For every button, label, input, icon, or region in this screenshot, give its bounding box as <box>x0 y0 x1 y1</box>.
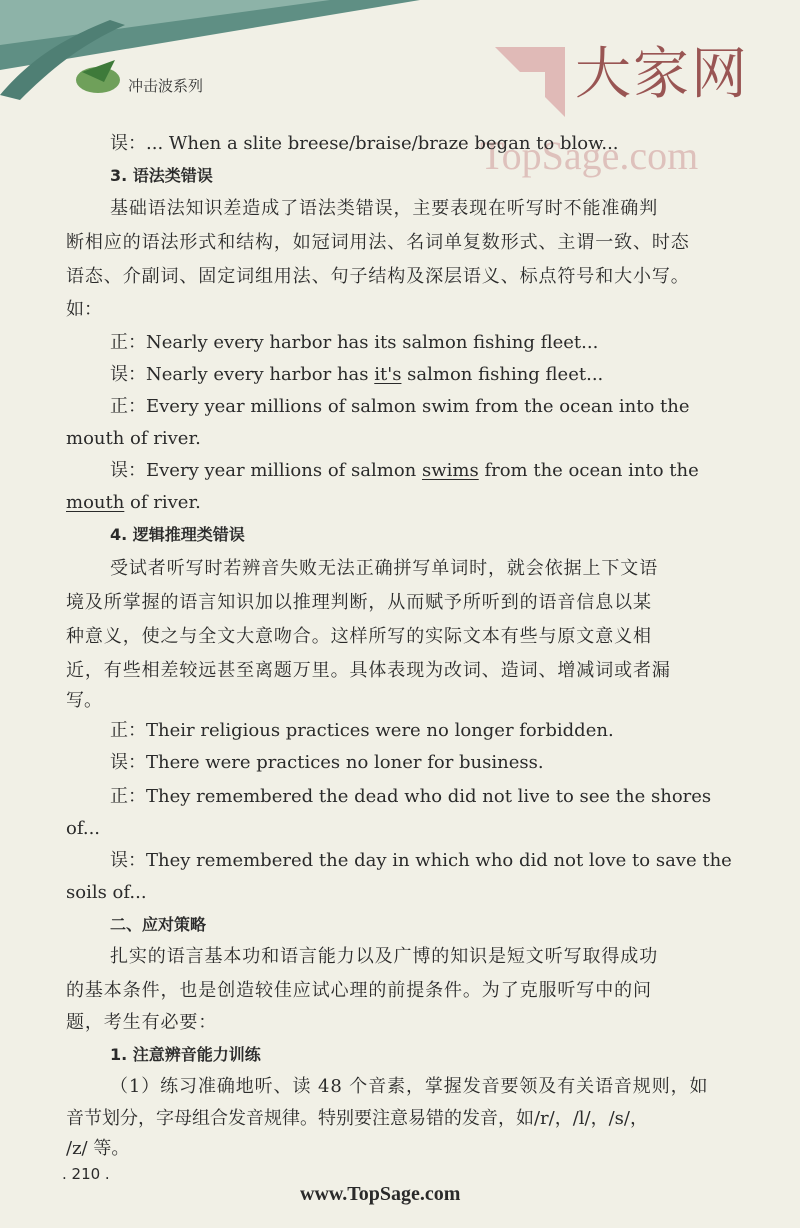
text-line: /z/ 等。 <box>66 1138 130 1159</box>
footer-url: www.TopSage.com <box>300 1183 461 1205</box>
underlined-error: swims <box>422 460 479 481</box>
text-segment: from the ocean into the <box>478 460 699 481</box>
text-line: 境及所掌握的语言知识加以推理判断，从而赋予所听到的语音信息以某 <box>66 592 652 613</box>
text-line: 受试者听写时若辨音失败无法正确拼写单词时，就会依据上下文语 <box>110 558 659 579</box>
text-line <box>110 364 603 386</box>
text-line: 误：There were practices no loner for business. <box>110 752 544 773</box>
text-line: （1）练习准确地听、读 48 个音素，掌握发音要领及有关语音规则，如 <box>110 1076 709 1097</box>
text-line: 误：... When a slite breese/braise/braze began to blow... <box>110 133 619 154</box>
text-line: 正：Every year millions of salmon swim from the ocean into the <box>110 396 690 417</box>
text-line: 正：Nearly every harbor has its salmon fishing fleet... <box>110 332 599 353</box>
text-line: 扎实的语言基本功和语言能力以及广博的知识是短文听写取得成功 <box>110 946 659 967</box>
section-heading: 3. 语法类错误 <box>110 166 213 185</box>
text-line: 的基本条件，也是创造较佳应试心理的前提条件。为了克服听写中的问 <box>66 980 652 1001</box>
text-line <box>110 460 699 482</box>
section-heading: 1. 注意辨音能力训练 <box>110 1045 261 1064</box>
underlined-error: it's <box>374 364 402 385</box>
watermark-logo-mark <box>490 42 570 122</box>
text-line: 正：Their religious practices were no longer forbidden. <box>110 720 614 741</box>
text-line: 正：They remembered the dead who did not live to see the shores <box>110 786 712 807</box>
text-segment: 误：Nearly every harbor has <box>110 364 375 385</box>
text-line: 断相应的语法形式和结构，如冠词用法、名词单复数形式、主谓一致、时态 <box>66 232 690 253</box>
underlined-error: mouth <box>66 492 125 513</box>
watermark-logo-english: TopSage.com <box>480 133 699 178</box>
text-segment: salmon fishing fleet... <box>401 364 604 385</box>
text-line: 误：They remembered the day in which who did not love to save the <box>110 850 732 871</box>
section-heading: 4. 逻辑推理类错误 <box>110 525 245 544</box>
text-segment: 误：Every year millions of salmon <box>110 460 422 481</box>
text-line: 音节划分，字母组合发音规律。特别要注意易错的发音，如/r/，/l/，/s/， <box>66 1108 648 1129</box>
text-line: 种意义，使之与全文大意吻合。这样所写的实际文本有些与原文意义相 <box>66 626 652 647</box>
text-line: of... <box>66 818 101 839</box>
text-line: 写。 <box>66 690 102 711</box>
text-line: 题，考生有必要： <box>66 1012 218 1033</box>
text-line: mouth of river. <box>66 428 201 449</box>
text-segment: of river. <box>124 492 201 513</box>
watermark-logo-chinese: 大家网 <box>575 42 749 107</box>
section-heading: 二、应对策略 <box>110 915 207 934</box>
text-line <box>66 492 201 514</box>
text-line: 语态、介副词、固定词组用法、句子结构及深层语义、标点符号和大小写。 <box>66 266 690 287</box>
text-line: 近，有些相差较远甚至离题万里。具体表现为改词、造词、增减词或者漏 <box>66 660 671 681</box>
text-line: 基础语法知识差造成了语法类错误，主要表现在听写时不能准确判 <box>110 198 659 219</box>
text-line: 如： <box>66 299 102 320</box>
series-title: 冲击波系列 <box>128 77 204 95</box>
page-number: . 210 . <box>62 1165 110 1183</box>
text-line: soils of... <box>66 882 147 903</box>
